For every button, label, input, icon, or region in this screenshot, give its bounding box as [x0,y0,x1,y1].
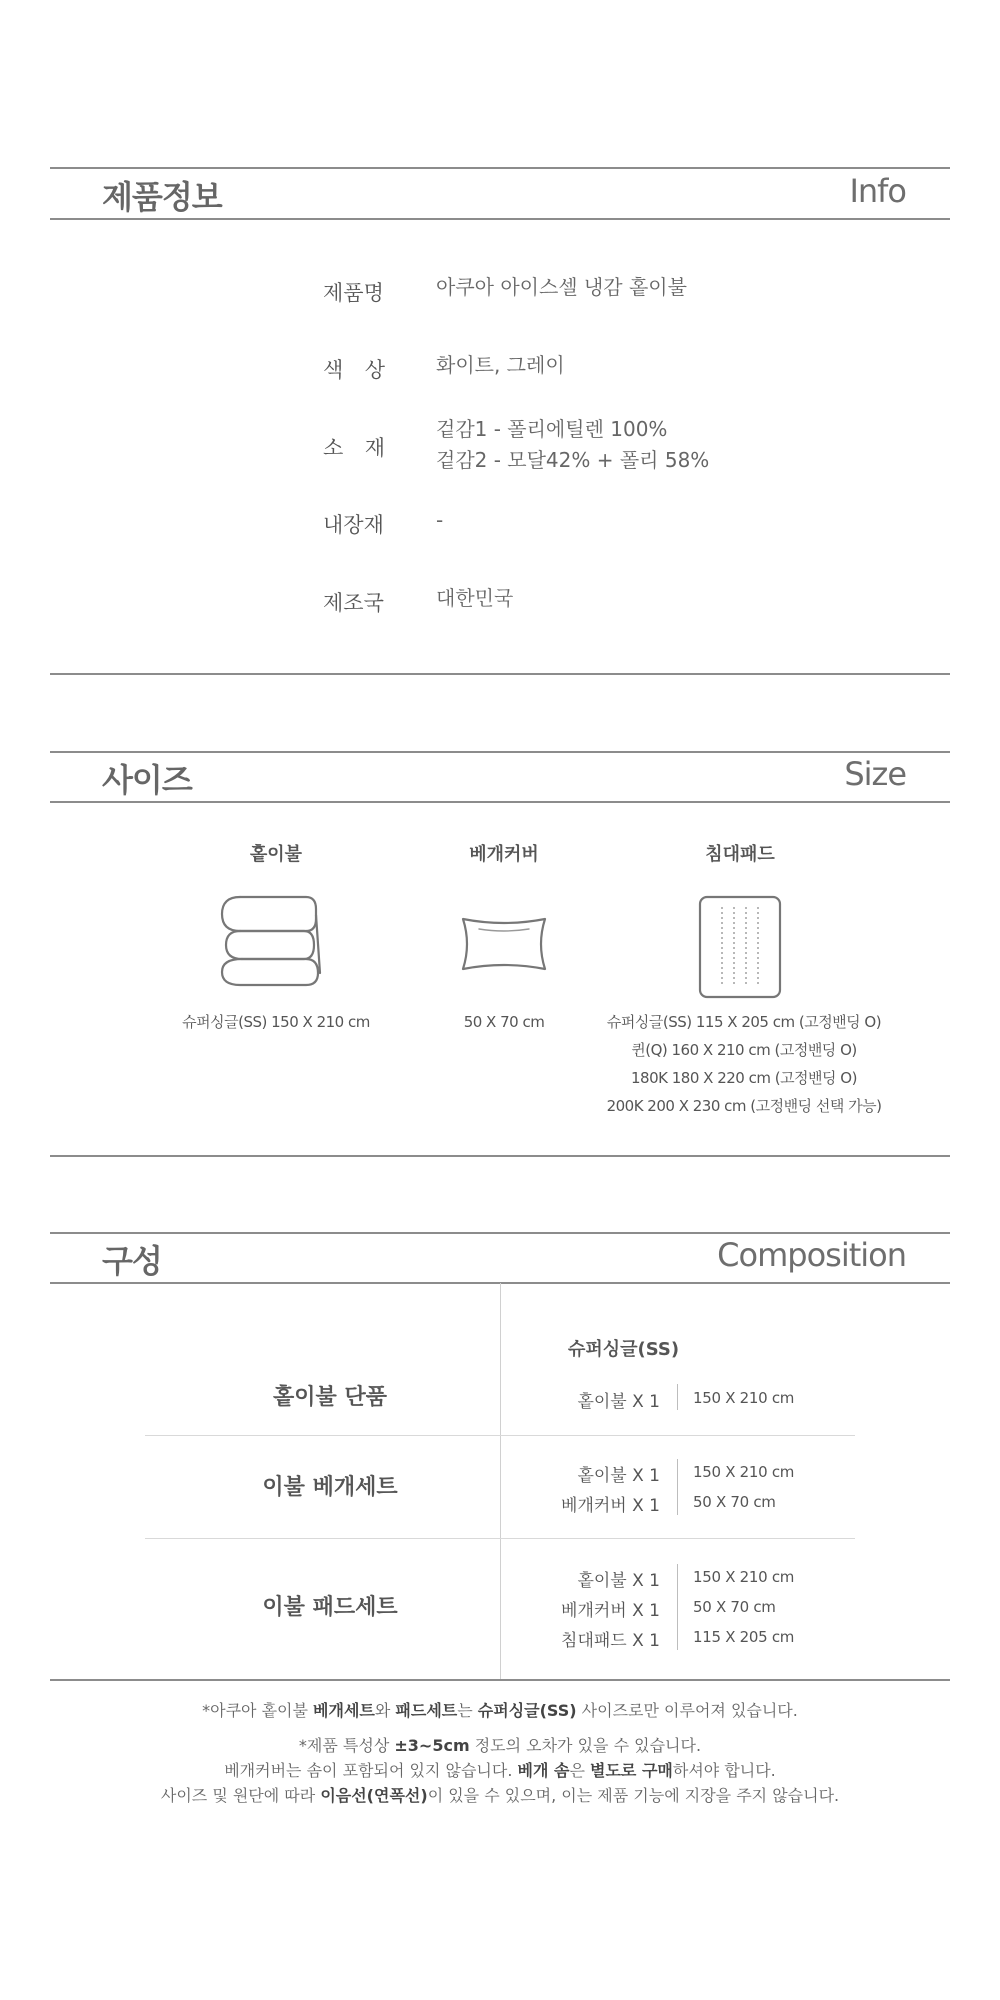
size-header-divider [50,801,950,803]
bedpad-size-line-180k: 180K 180 X 220 cm (고정밴딩 O) [631,1069,857,1087]
material-value [436,414,709,476]
product-name-label: 제품명 [323,281,384,305]
set-pad-dim-1: 150 X 210 cm [693,1568,795,1586]
set-pad-item-2: 베개커버 X 1 [561,1601,660,1621]
set-pad-dim-3: 115 X 205 cm [693,1628,795,1646]
note-4-bold-seam: 이음선(연폭선) [320,1786,428,1805]
note-2-text-a: *제품 특성상 [298,1736,395,1755]
bedpad-size-line-q: 퀸(Q) 160 X 210 cm (고정밴딩 O) [631,1041,857,1059]
size-section-title-en: Size [844,755,906,793]
blanket-name: 홑이불 [249,844,303,865]
set-pad-name: 이불 패드세트 [262,1595,398,1620]
folded-blanket-icon [218,893,328,989]
set-single-item-1: 홑이불 X 1 [577,1392,660,1412]
material-line-2: 겉감2 - 모달42% + 폴리 58% [436,448,710,472]
note-2-bold-tolerance: ±3~5cm [394,1736,470,1755]
set-pillow-dim-1: 150 X 210 cm [693,1463,795,1481]
composition-size-label: 슈퍼싱글(SS) [568,1339,680,1360]
set-single-name: 홑이불 단품 [273,1385,387,1410]
composition-section-title-en: Composition [717,1236,906,1274]
bedpad-name: 침대패드 [705,844,775,865]
filling-label: 내장재 [323,513,384,537]
color-value: 화이트, 그레이 [436,353,565,377]
note-tolerance [0,1733,1000,1756]
bed-pad-icon [698,895,782,999]
origin-label: 제조국 [323,591,384,615]
pillow-size-line: 50 X 70 cm [463,1013,545,1031]
note-1-text-d: 사이즈로만 이루어져 있습니다. [576,1701,798,1720]
pillow-icon [459,913,549,975]
material-line-1: 겉감1 - 폴리에틸렌 100% [436,417,668,441]
note-3-bold-filling: 베개 솜 [517,1761,570,1780]
material-label: 소 재 [323,436,385,460]
set-pillow-item-2: 베개커버 X 1 [561,1496,660,1516]
note-seam [0,1783,1000,1806]
note-4-text-b: 이 있을 수 있으며, 이는 제품 기능에 지장을 주지 않습니다. [427,1786,840,1805]
info-bottom-divider [50,673,950,675]
note-2-text-b: 정도의 오차가 있을 수 있습니다. [469,1736,702,1755]
color-label: 색 상 [323,358,385,382]
note-1-bold-pillowset: 베개세트 [313,1701,375,1720]
note-3-bold-buy: 별도로 구매 [590,1761,673,1780]
bedpad-size-desc [574,1008,914,1120]
note-3-text-c: 하셔야 합니다. [672,1761,776,1780]
set-pillow-dim-2: 50 X 70 cm [693,1493,776,1511]
composition-row-divider-1 [145,1435,855,1436]
set-pad-item-3: 침대패드 X 1 [561,1631,660,1651]
note-3-text-a: 베개커버는 솜이 포함되어 있지 않습니다. [224,1761,518,1780]
note-set-size [0,1698,1000,1721]
note-4-text-a: 사이즈 및 원단에 따라 [160,1786,321,1805]
note-1-text-c: 는 [457,1701,478,1720]
size-section-title: 사이즈 [102,761,192,799]
note-1-bold-padset: 패드세트 [395,1701,458,1720]
info-section-title-en: Info [849,172,906,210]
set-pad-item-1: 홑이불 X 1 [577,1571,660,1591]
composition-bottom-divider [50,1679,950,1681]
set-pillow-name: 이불 베개세트 [262,1475,398,1500]
origin-value: 대한민국 [436,586,514,610]
set-pad-bar [677,1564,678,1650]
size-top-divider [50,751,950,753]
filling-value: - [436,508,444,532]
note-1-text-a: *아쿠아 홑이불 [202,1701,314,1720]
note-pillow-filling [0,1758,1000,1781]
composition-section-title: 구성 [102,1242,162,1280]
info-header-divider [50,218,950,220]
note-1-bold-ss: 슈퍼싱글(SS) [477,1701,577,1720]
blanket-size-line: 슈퍼싱글(SS) 150 X 210 cm [182,1013,370,1031]
set-single-dim-1: 150 X 210 cm [693,1389,795,1407]
set-pillow-item-1: 홑이불 X 1 [577,1466,660,1486]
info-section-title: 제품정보 [102,178,222,216]
composition-top-divider [50,1232,950,1234]
info-top-divider [50,167,950,169]
set-single-bar [677,1384,678,1410]
product-name-value: 아쿠아 아이스셀 냉감 홑이불 [436,275,687,299]
bedpad-size-line-ss: 슈퍼싱글(SS) 115 X 205 cm (고정밴딩 O) [606,1013,882,1031]
composition-row-divider-2 [145,1538,855,1539]
note-1-text-b: 와 [374,1701,396,1720]
set-pillow-bar [677,1459,678,1515]
size-column-bedpad [590,840,890,866]
size-bottom-divider [50,1155,950,1157]
bedpad-size-line-200k: 200K 200 X 230 cm (고정밴딩 선택 가능) [606,1097,882,1115]
set-pad-dim-2: 50 X 70 cm [693,1598,776,1616]
note-3-text-b: 은 [569,1761,590,1780]
pillow-name: 베개커버 [469,844,539,865]
